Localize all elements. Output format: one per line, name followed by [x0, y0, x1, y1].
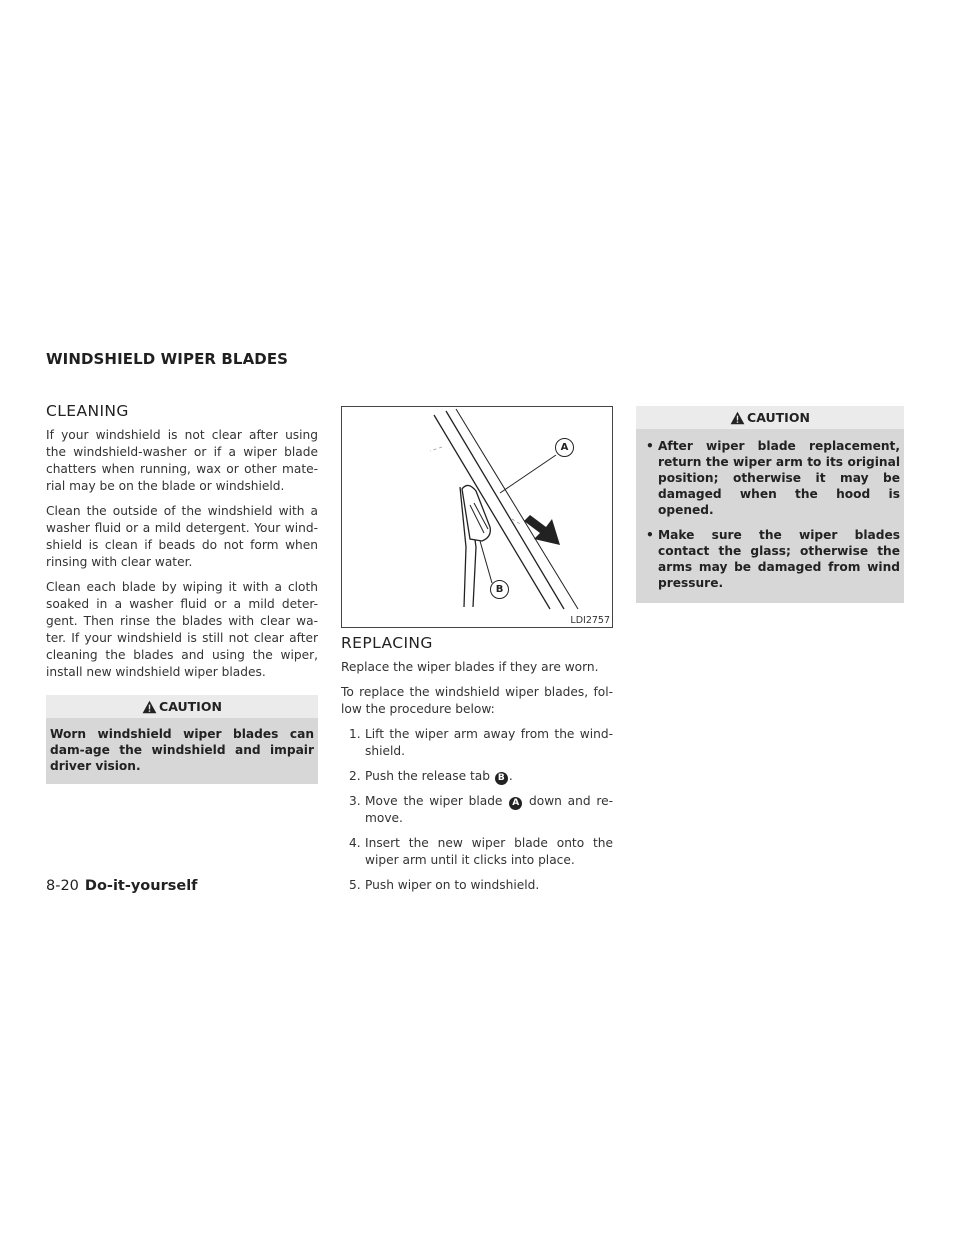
replacing-heading: REPLACING: [341, 634, 433, 652]
cleaning-paragraph-3: Clean each blade by wiping it with a cloth soaked in a washer fluid or a mild deter-gent. Then rinse the blades with clear wa-ter. If your windshield is still not clear after cleaning the blades and using the wiper, install new windshield wiper blades.: [46, 580, 318, 679]
wiper-diagram: [342, 407, 612, 627]
ref-a-icon: A: [509, 797, 522, 810]
caution-title: CAUTION: [159, 699, 222, 714]
wiper-blade-illustration: [341, 406, 613, 628]
step-5: 5. Push wiper on to windshield.: [349, 878, 540, 892]
section-title: WINDSHIELD WIPER BLADES: [46, 350, 289, 368]
warning-icon: [142, 698, 157, 721]
caution-list: [646, 438, 900, 591]
step-1: 1. Lift the wiper arm away from the wind-shield.: [349, 727, 613, 758]
cleaning-paragraph-1: If your windshield is not clear after using the windshield-washer or if a wiper blade chatters when running, wax or other mate-rial may be on the blade or windshield.: [46, 428, 318, 493]
procedure-steps: [341, 726, 613, 894]
caution-title: CAUTION: [747, 410, 810, 425]
caution-header: [46, 695, 318, 718]
replacing-paragraph-2: To replace the windshield wiper blades, fol-low the procedure below:: [341, 685, 613, 716]
figure-code: LDI2757: [570, 615, 610, 626]
ref-b-icon: B: [495, 772, 508, 785]
caution-text: Worn windshield wiper blades can dam-age the windshield and impair driver vision.: [50, 727, 314, 773]
step-3: 3. Move the wiper blade A down and re-move.: [349, 794, 614, 825]
caution-box-replacing: [636, 406, 904, 603]
warning-icon: [730, 409, 745, 432]
page-footer: [46, 878, 198, 894]
page-number: 8-20: [46, 878, 79, 894]
figure-label-a: A: [555, 438, 574, 457]
caution-item-2: • Make sure the wiper blades contact the glass; otherwise the arms may be damaged from wind pressure.: [646, 528, 900, 590]
replacing-paragraph-1: Replace the wiper blades if they are worn.: [341, 660, 599, 674]
caution-section: [636, 406, 904, 603]
caution-box-cleaning: [46, 695, 318, 784]
chapter-title: Do-it-yourself: [84, 878, 198, 894]
step-4: 4. Insert the new wiper blade onto the wiper arm until it clicks into place.: [349, 836, 613, 867]
cleaning-paragraph-2: Clean the outside of the windshield with a washer fluid or a mild detergent. Your wind-shield is clean if beads do not form when rinsing with clear water.: [46, 504, 318, 569]
replacing-section: [341, 406, 613, 902]
caution-item-1: • After wiper blade replacement, return the wiper arm to its original position; otherwise it may be damaged when the hood is opened.: [646, 439, 900, 517]
figure-label-b: B: [490, 580, 509, 599]
cleaning-section: [46, 402, 318, 784]
cleaning-heading: CLEANING: [46, 402, 129, 420]
caution-header: [636, 406, 904, 429]
step-2: 2. Push the release tab B .: [349, 769, 513, 783]
